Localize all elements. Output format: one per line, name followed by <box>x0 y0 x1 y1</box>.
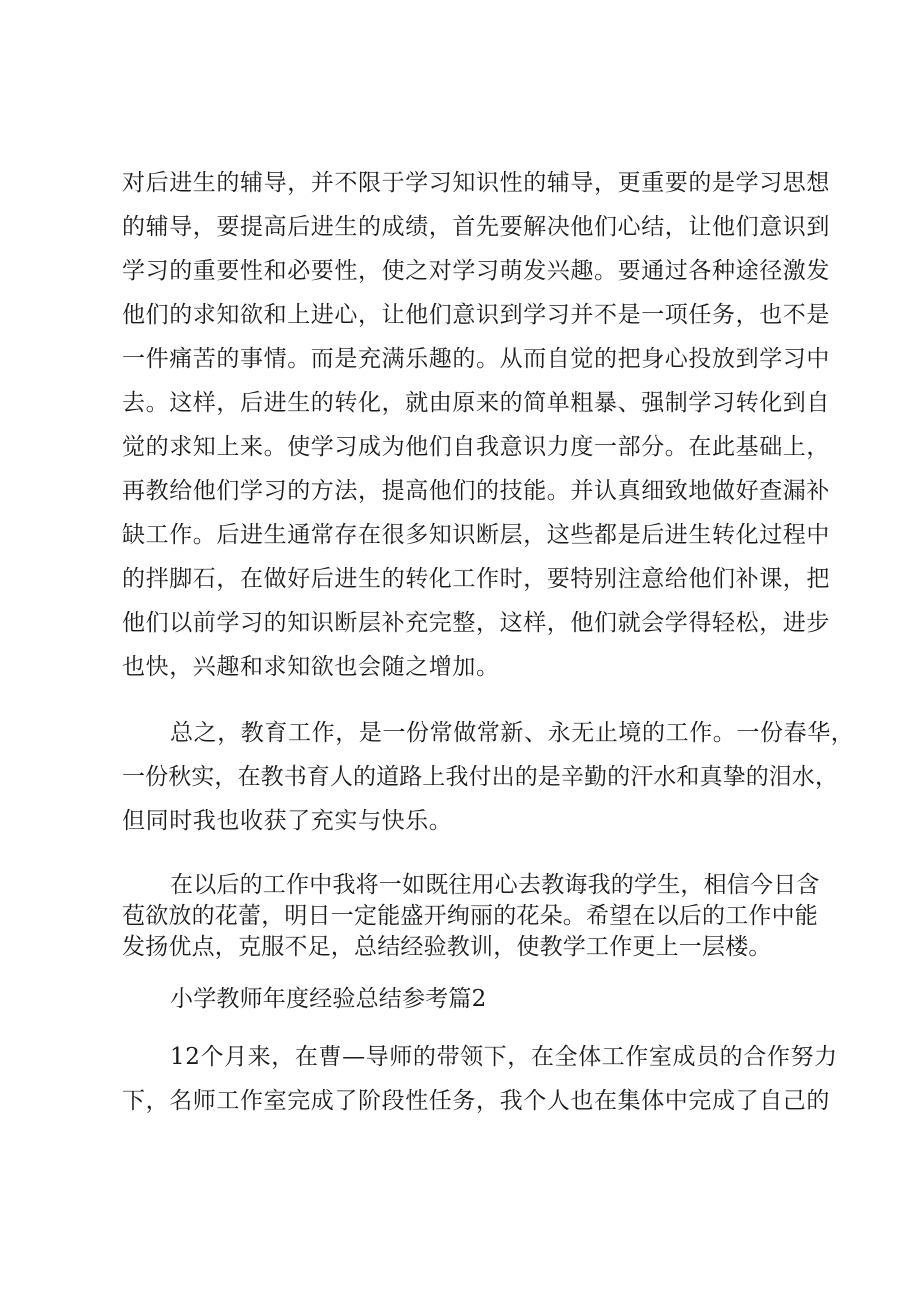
text-line: 12个月来，在曹—导师的带领下，在全体工作室成员的合作努力 <box>170 1044 838 1070</box>
text-line: 的辅导，要提高后进生的成绩，首先要解决他们心结，让他们意识到 <box>122 214 830 240</box>
text-line: 总之，教育工作，是一份常做常新、永无止境的工作。一份春华， <box>170 720 855 746</box>
text-line: 发扬优点，克服不足，总结经验教训，使教学工作更上一层楼。 <box>122 934 772 960</box>
text-line: 一件痛苦的事情。而是充满乐趣的。从而自觉的把身心投放到学习中 <box>122 346 830 372</box>
text-line: 对后进生的辅导，并不限于学习知识性的辅导，更重要的是学习思想 <box>122 170 830 196</box>
text-line: 一份秋实，在教书育人的道路上我付出的是辛勤的汗水和真挚的泪水， <box>122 764 839 790</box>
text-line: 觉的求知上来。使学习成为他们自我意识力度一部分。在此基础上， <box>122 434 830 460</box>
text-line: 的拌脚石，在做好后进生的转化工作时，要特别注意给他们补课，把 <box>122 566 830 592</box>
text-line: 学习的重要性和必要性，使之对学习萌发兴趣。要通过各种途径激发 <box>122 258 830 284</box>
text-line: 再教给他们学习的方法，提高他们的技能。并认真细致地做好查漏补 <box>122 478 830 504</box>
text-line: 在以后的工作中我将一如既往用心去教诲我的学生，相信今日含 <box>170 872 820 898</box>
section-heading: 小学教师年度经验总结参考篇2 <box>170 986 487 1012</box>
text-line: 下，名师工作室完成了阶段性任务，我个人也在集体中完成了自己的 <box>122 1088 830 1114</box>
text-line: 但同时我也收获了充实与快乐。 <box>122 808 453 834</box>
text-line: 缺工作。后进生通常存在很多知识断层，这些都是后进生转化过程中 <box>122 522 830 548</box>
text-line: 也快，兴趣和求知欲也会随之增加。 <box>122 654 500 680</box>
text-line: 他们的求知欲和上进心，让他们意识到学习并不是一项任务，也不是 <box>122 302 830 328</box>
text-line: 苞欲放的花蕾，明日一定能盛开绚丽的花朵。希望在以后的工作中能 <box>122 903 818 929</box>
text-line: 他们以前学习的知识断层补充完整，这样，他们就会学得轻松，进步 <box>122 610 830 636</box>
text-line: 去。这样，后进生的转化，就由原来的简单粗暴、强制学习转化到自 <box>122 390 830 416</box>
